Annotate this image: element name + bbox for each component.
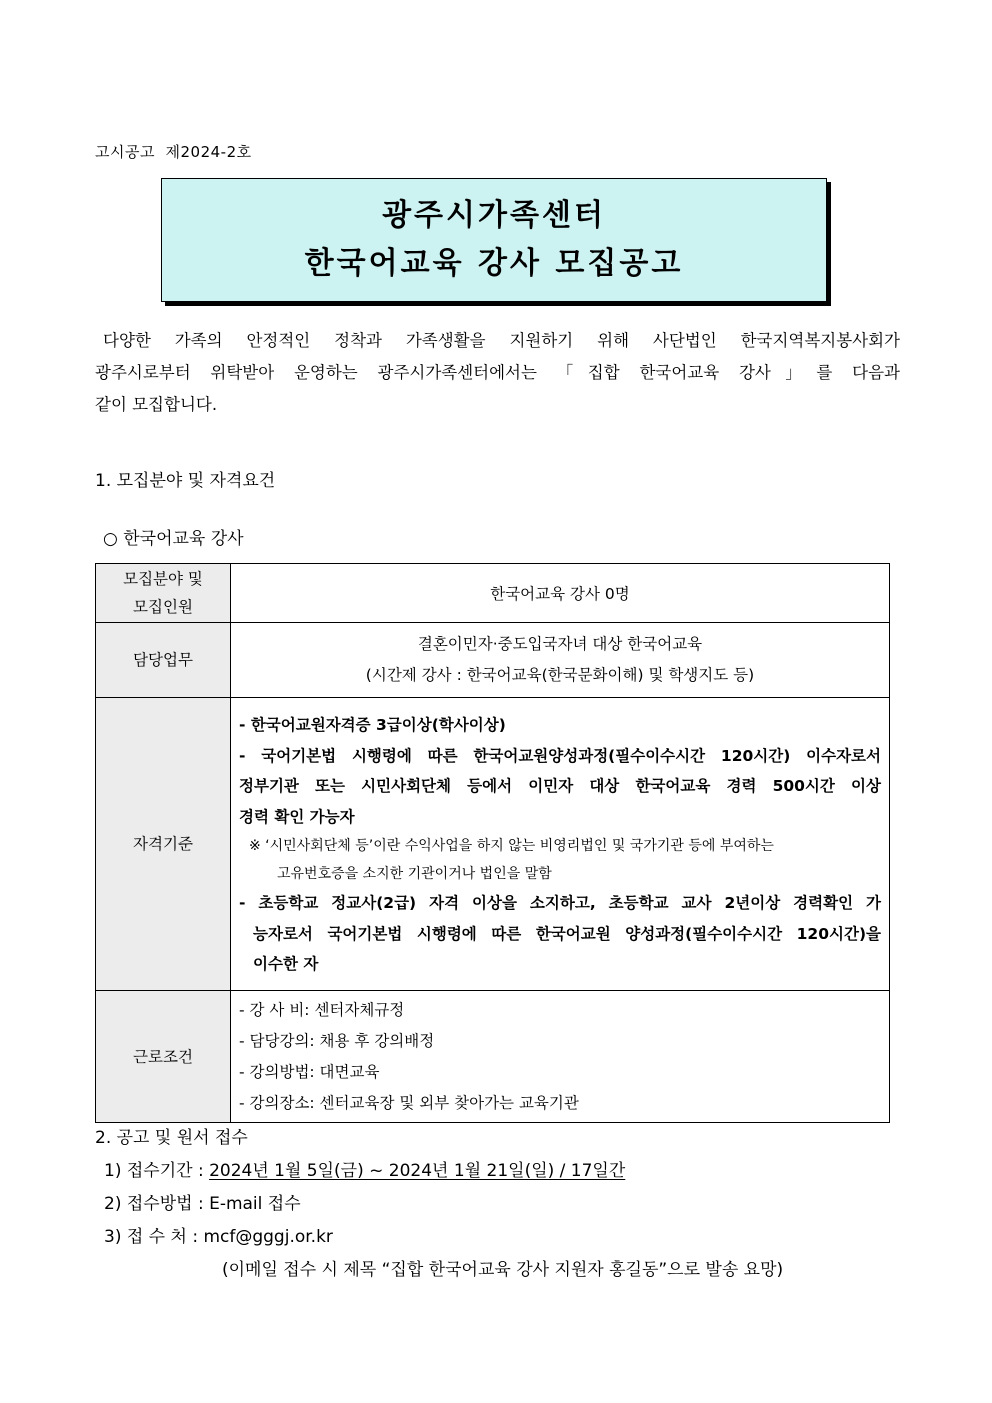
condition-item: - 담당강의: 채용 후 강의배정 (239, 1031, 435, 1050)
qualification-item-3-line-3: 이수한 자 (253, 955, 319, 974)
application-period (104, 1156, 625, 1181)
intro-paragraph (95, 325, 900, 421)
row-header-recruitment (96, 564, 231, 623)
qualification-note-line-2: 고유번호증을 소지한 기관이거나 법인을 말함 (277, 866, 552, 883)
intro-line-3: 같이 모집합니다. (95, 395, 218, 414)
condition-item: - 강 사 비: 센터자체규정 (239, 1000, 405, 1019)
recruitment-value: 한국어교육 강사 0명 (231, 564, 890, 623)
condition-item: - 강의방법: 대면교육 (239, 1062, 380, 1081)
row-header-qualifications: 자격기준 (96, 698, 231, 991)
qualification-item-1: - 한국어교원자격증 3급이상(학사이상) (239, 716, 506, 735)
application-method: 2) 접수방법 : E-mail 접수 (104, 1194, 301, 1214)
intro-line-2: 광주시로부터 위탁받아 운영하는 광주시가족센터에서는 「집합 한국어교육 강사」를 다음과 (95, 363, 900, 382)
intro-line-1: 다양한 가족의 안정적인 정착과 가족생활을 지원하기 위해 사단법인 한국지역복지봉사회가 (103, 331, 900, 350)
requirements-table (95, 563, 890, 1123)
conditions-cell (231, 991, 890, 1123)
table-row (96, 564, 890, 623)
title-line-2: 한국어교육 강사 모집공고 (304, 246, 684, 281)
email-note: (이메일 접수 시 제목 “집합 한국어교육 강사 지원자 홍길동”으로 발송 요망) (222, 1260, 784, 1280)
row-header-label: 모집분야 및 (123, 570, 203, 588)
application-period-label: 1) 접수기간 : (104, 1161, 210, 1181)
row-header-duties: 담당업무 (96, 623, 231, 698)
application-address: 3) 접 수 처 : mcf@gggj.or.kr (104, 1227, 333, 1247)
condition-item: - 강의장소: 센터교육장 및 외부 찾아가는 교육기관 (239, 1093, 579, 1112)
duties-cell (231, 623, 890, 698)
section-2-heading: 2. 공고 및 원서 접수 (95, 1128, 248, 1148)
title-line-1: 광주시가족센터 (382, 198, 606, 233)
duties-line-1: 결혼이민자·중도입국자녀 대상 한국어교육 (417, 635, 703, 653)
qualification-item-2-line-3: 경력 확인 가능자 (239, 807, 355, 826)
qualifications-cell (231, 698, 890, 991)
application-period-value: 2024년 1월 5일(금) ~ 2024년 1월 21일(일) / 17일간 (209, 1161, 626, 1181)
title-box (161, 178, 827, 302)
table-row (96, 991, 890, 1123)
qualification-item-2-line-1: - 국어기본법 시행령에 따른 한국어교원양성과정(필수이수시간 120시간) 이수자로서 (239, 746, 881, 765)
row-header-conditions: 근로조건 (96, 991, 231, 1123)
duties-line-2: (시간제 강사 : 한국어교육(한국문화이해) 및 학생지도 등) (365, 666, 755, 684)
notice-number: 고시공고 제2024-2호 (95, 143, 252, 161)
table-row (96, 623, 890, 698)
qualification-item-2-line-2: 정부기관 또는 시민사회단체 등에서 이민자 대상 한국어교육 경력 500시간 이상 (239, 777, 881, 796)
section-1-subheading: ○ 한국어교육 강사 (103, 529, 244, 549)
qualification-note-line-1: ※ ‘시민사회단체 등’이란 수익사업을 하지 않는 비영리법인 및 국가기관 등에 부여하는 (249, 838, 774, 855)
section-1-heading: 1. 모집분야 및 자격요건 (95, 471, 276, 491)
qualification-item-3-line-2: 능자로서 국어기본법 시행령에 따른 한국어교원 양성과정(필수이수시간 120시간)을 (253, 924, 881, 943)
qualification-item-3-line-1: - 초등학교 정교사(2급) 자격 이상을 소지하고, 초등학교 교사 2년이상 경력확인 가 (239, 894, 881, 913)
row-header-label: 모집인원 (133, 598, 193, 616)
table-row (96, 698, 890, 991)
